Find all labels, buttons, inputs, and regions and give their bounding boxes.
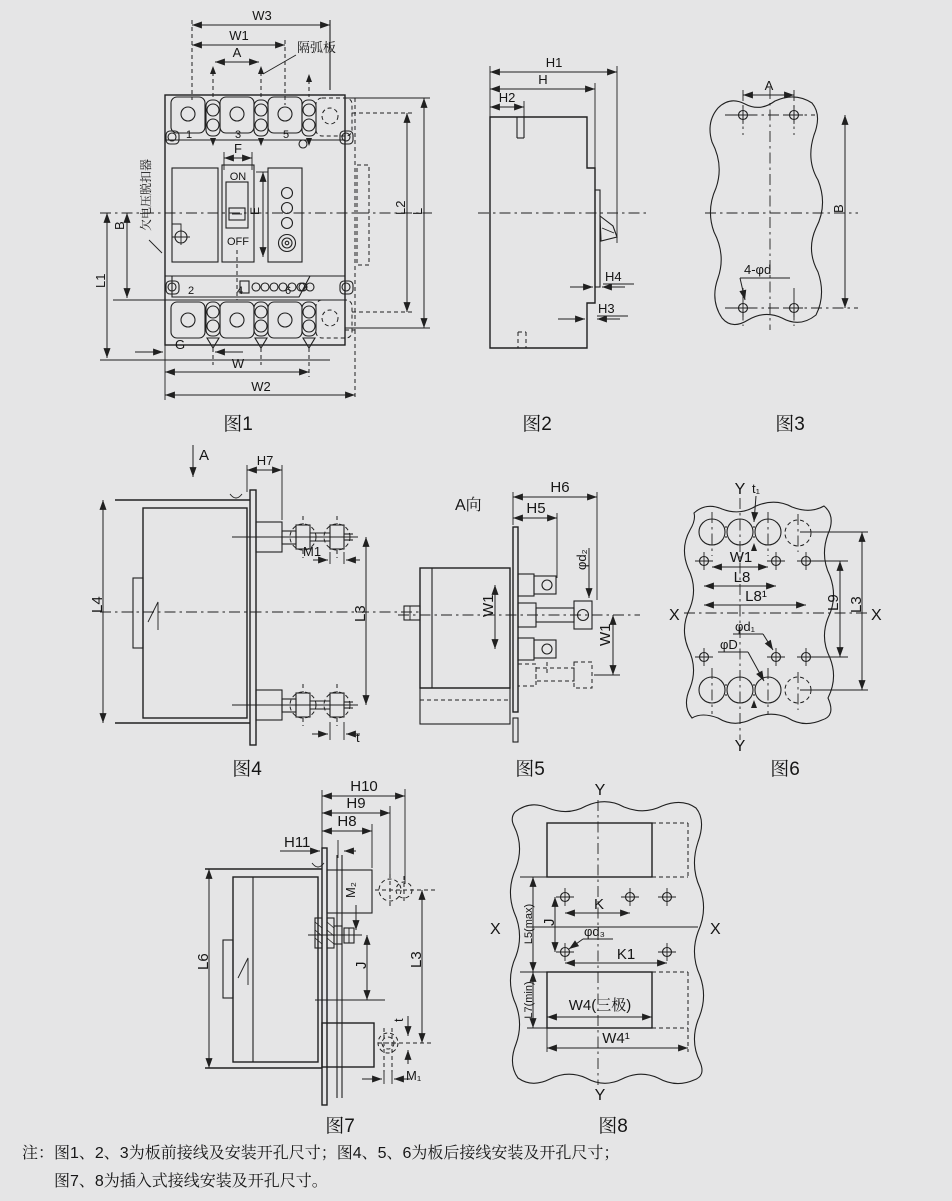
terminal-6: 6: [284, 285, 292, 297]
dim-t: t: [356, 730, 360, 745]
dim-d2: φd₂: [574, 549, 589, 570]
dim-w2: W2: [251, 379, 271, 394]
dim-h2: H2: [498, 90, 516, 105]
figure3-caption: 图3: [775, 414, 805, 435]
dim-l3: L3: [408, 951, 425, 968]
figure5-caption: 图5: [515, 759, 545, 780]
figure-4-rear-connection-side: [89, 445, 420, 780]
dim-l2: L2: [393, 200, 408, 215]
dim-l8-1: L8¹: [745, 588, 767, 605]
dim-h4: H4: [605, 269, 622, 284]
figure-2-side-view: [478, 55, 648, 435]
figure-1-front-view: [93, 8, 432, 435]
dim-l4: L4: [89, 596, 106, 613]
figure2-caption: 图2: [522, 414, 552, 435]
dim-d-big: φD: [720, 637, 738, 652]
dim-l9: L9: [825, 594, 842, 611]
dim-b: B: [831, 204, 846, 213]
dim-l: L: [410, 207, 425, 215]
terminal-3: 3: [234, 129, 242, 141]
axis-y-bottom: Y: [594, 1087, 606, 1104]
arc-plate-label: 隔弧板: [297, 40, 337, 55]
dim-t1: t₁: [752, 481, 760, 496]
on-label: ON: [229, 171, 247, 183]
dim-w3: W3: [252, 8, 272, 23]
dim-w1-right: W1: [597, 623, 614, 646]
figure4-caption: 图4: [232, 759, 262, 780]
dim-w1-left: W1: [480, 594, 497, 617]
dim-l3: L3: [848, 596, 865, 613]
dim-h8: H8: [337, 813, 357, 830]
dim-h1: H1: [545, 55, 563, 70]
dim-e: E: [248, 206, 262, 215]
dim-k1: K1: [616, 946, 636, 963]
terminal-2: 2: [187, 285, 195, 297]
figure-8-plugin-drilling-plan: [490, 782, 721, 1137]
axis-y-top: Y: [594, 782, 606, 799]
dim-h9: H9: [346, 795, 366, 812]
dim-h11: H11: [284, 834, 311, 851]
figure-7-plugin-side: [195, 778, 438, 1137]
view-a-label: A向: [455, 497, 482, 514]
figure-3-drilling-plan: [705, 78, 858, 435]
dim-w4-1: W4¹: [602, 1030, 630, 1047]
dim-h10: H10: [350, 778, 378, 795]
dim-h6: H6: [550, 479, 570, 496]
figure-5-view-a: [398, 479, 640, 780]
dim-b: B: [112, 221, 127, 230]
figure7-caption: 图7: [325, 1116, 355, 1137]
dim-w: W: [231, 356, 245, 371]
dim-d3: φd₃: [584, 924, 605, 939]
axis-y-bottom: Y: [734, 738, 746, 755]
dim-m1: M₁: [406, 1068, 422, 1083]
figure6-caption: 图6: [770, 759, 800, 780]
off-label: OFF: [227, 236, 249, 248]
section-a-arrow-label: A: [199, 447, 210, 464]
operating-mechanism: [172, 165, 314, 300]
dim-h5: H5: [526, 500, 546, 517]
top-phase-barriers: [206, 66, 316, 146]
dim-l7: L7(min): [523, 981, 535, 1019]
axis-x-left: X: [490, 921, 501, 938]
dim-g: G: [175, 337, 186, 352]
dim-h7: H7: [256, 453, 274, 468]
dim-h3: H3: [598, 301, 615, 316]
dim-a: A: [764, 78, 774, 93]
dim-l6: L6: [195, 953, 212, 970]
terminal-5: 5: [282, 129, 290, 141]
dim-h: H: [538, 72, 548, 87]
figure-6-rear-drilling-plan: [669, 481, 882, 780]
axis-y-top: Y: [734, 481, 746, 498]
notes: [22, 1144, 619, 1190]
dim-m2: M₂: [343, 882, 358, 898]
note-line-1: 注：图1、2、3为板前接线及安装开孔尺寸；图4、5、6为板后接线安装及开孔尺寸；: [22, 1145, 620, 1162]
dim-k: K: [593, 896, 605, 913]
dim-l8: L8: [733, 569, 751, 586]
dim-4-holes: 4-φd: [744, 262, 772, 277]
undervoltage-release-label: 欠电压脱扣器: [139, 158, 153, 232]
dim-j: J: [353, 961, 370, 969]
axis-x-right: X: [871, 607, 882, 624]
dim-t: t: [391, 1018, 406, 1022]
note-line-2: 图7、8为插入式接线安装及开孔尺寸。: [54, 1173, 328, 1190]
bottom-terminal-pads: [171, 285, 352, 377]
dim-w1: W1: [729, 549, 753, 566]
dim-l1: L1: [93, 273, 108, 288]
dim-a: A: [232, 45, 242, 60]
figure8-caption: 图8: [598, 1116, 628, 1137]
dim-l5: L5(max): [523, 903, 535, 945]
dim-l3: L3: [352, 605, 369, 622]
dim-f: F: [234, 141, 242, 156]
figure1-caption: 图1: [223, 414, 253, 435]
dim-m1: M1: [303, 544, 322, 559]
terminal-4: 4: [236, 285, 244, 297]
dim-w4: W4(三极): [568, 997, 632, 1014]
axis-x-left: X: [669, 607, 680, 624]
dim-d1: φd₁: [735, 619, 756, 634]
dim-j: J: [541, 918, 558, 926]
terminal-1: 1: [185, 129, 193, 141]
plate-bolt: [308, 918, 362, 948]
axis-x-right: X: [710, 921, 721, 938]
dim-w1: W1: [229, 28, 249, 43]
